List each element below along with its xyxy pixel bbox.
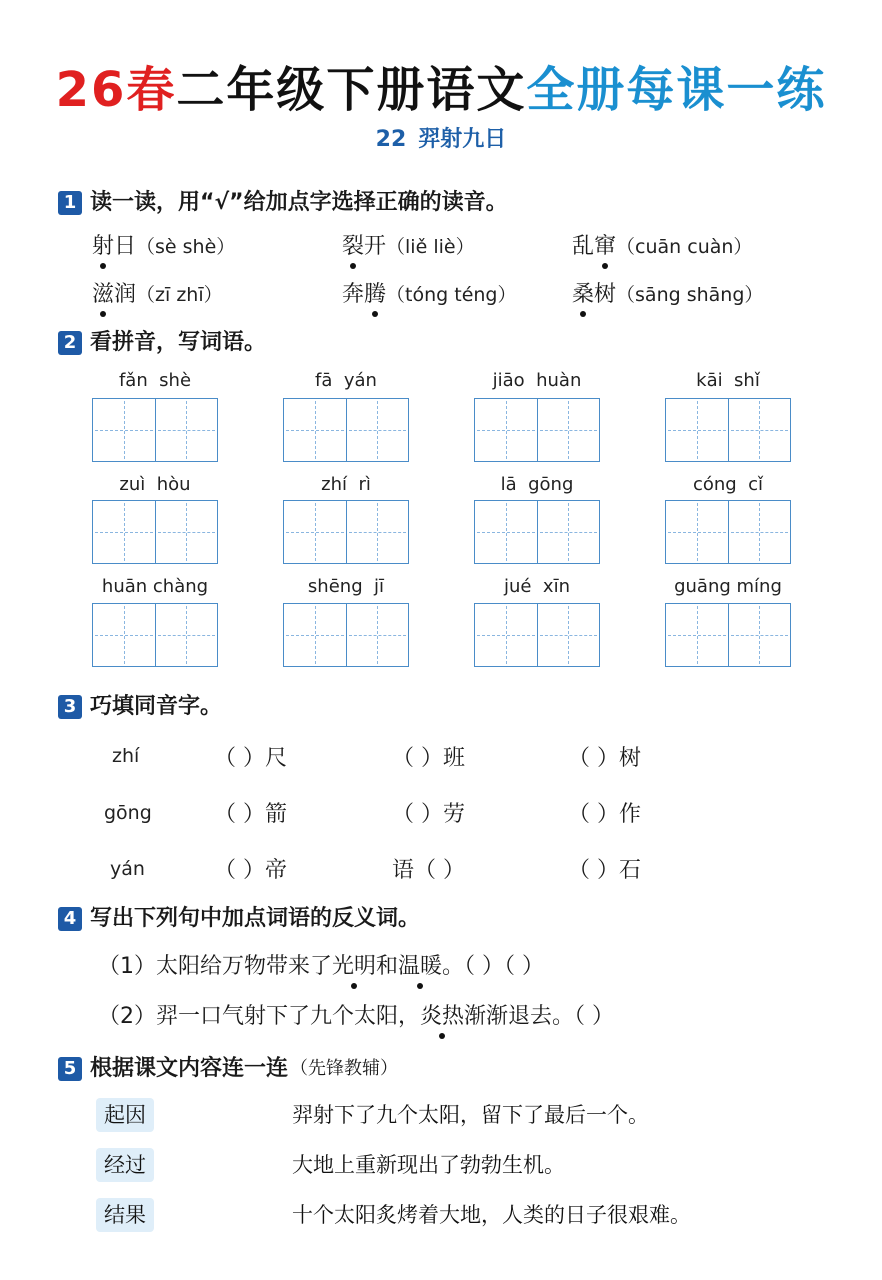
q1-item — [342, 232, 475, 262]
pinyin-options: （sāng shāng） — [616, 284, 764, 306]
question-number-badge: 1 — [58, 191, 82, 215]
sentence-text: （1）太阳给万物带来了 — [98, 954, 332, 979]
pinyin-label: zhí rì — [321, 474, 371, 495]
dotted-char: 桑 — [572, 280, 594, 310]
writing-grid[interactable] — [665, 398, 791, 462]
dotted-char: 滋 — [92, 280, 114, 310]
writing-grid[interactable] — [474, 500, 600, 564]
pinyin-label: jué xīn — [504, 576, 570, 597]
question-prompt: 看拼音，写词语。 — [90, 330, 267, 355]
dotted-char: 腾 — [364, 280, 386, 310]
writing-grid[interactable] — [283, 603, 409, 667]
dotted-word-text: 光明 — [332, 954, 377, 979]
fill-blank[interactable]: （ ）箭 — [214, 802, 287, 827]
writing-grid[interactable] — [474, 398, 600, 462]
word-rest: 润 — [114, 282, 137, 307]
fill-blank[interactable]: （ ）班 — [392, 746, 465, 771]
pinyin-options: （sè shè） — [136, 236, 236, 258]
pinyin-label: yán — [110, 858, 145, 880]
fill-blank[interactable]: （ ）石 — [568, 858, 641, 883]
pinyin-options: （liě liè） — [386, 236, 475, 258]
title-black: 二年级下册语文 — [176, 62, 527, 118]
word-rest: 乱 — [572, 234, 595, 259]
question-3-heading — [58, 692, 222, 722]
pinyin-label: cóng cǐ — [692, 474, 764, 495]
fill-blank[interactable]: （ ）帝 — [214, 858, 287, 883]
fill-blank[interactable]: （ ）尺 — [214, 746, 287, 771]
answer-blanks[interactable]: 。（ ）（ ） — [442, 954, 545, 979]
sentence-text: 和 — [376, 954, 399, 979]
sentence-2 — [98, 1002, 614, 1032]
pinyin-label: zhí — [112, 745, 140, 767]
dotted-char: 窜 — [594, 232, 616, 262]
match-sentence[interactable]: 大地上重新现出了勃勃生机。 — [292, 1153, 565, 1177]
writing-grid[interactable] — [283, 500, 409, 564]
writing-grid[interactable] — [283, 398, 409, 462]
fill-blank[interactable]: （ ）劳 — [392, 802, 465, 827]
word-rest: 奔 — [342, 282, 365, 307]
dotted-char: 裂 — [342, 232, 364, 262]
pinyin-label: guāng míng — [674, 576, 782, 597]
watermark-text: （先锋教辅） — [290, 1058, 399, 1079]
pinyin-label: gōng — [104, 802, 152, 824]
writing-grid[interactable] — [665, 500, 791, 564]
question-prompt: 根据课文内容连一连 — [90, 1056, 289, 1081]
question-5-heading — [58, 1054, 398, 1084]
match-tag-process[interactable]: 经过 — [96, 1148, 154, 1182]
fill-blank[interactable]: 语（ ） — [392, 858, 465, 883]
q1-item — [572, 280, 763, 310]
question-4-heading — [58, 904, 420, 934]
dotted-word-text: 温暖 — [398, 954, 443, 979]
dotted-word — [332, 952, 376, 982]
match-sentence[interactable]: 羿射下了九个太阳，留下了最后一个。 — [292, 1103, 649, 1127]
question-prompt: 写出下列句中加点词语的反义词。 — [90, 906, 421, 931]
question-number-badge: 2 — [58, 331, 82, 355]
question-number-badge: 5 — [58, 1057, 82, 1081]
writing-grid[interactable] — [92, 603, 218, 667]
pinyin-label: jiāo huàn — [492, 370, 582, 391]
q1-item — [92, 280, 223, 310]
word-rest: 日 — [114, 234, 137, 259]
pinyin-label: shēng jī — [307, 576, 385, 597]
pinyin-options: （tóng téng） — [386, 284, 517, 306]
dotted-char: 射 — [92, 232, 114, 262]
writing-grid[interactable] — [92, 500, 218, 564]
question-prompt: 读一读，用“√”给加点字选择正确的读音。 — [90, 190, 508, 215]
word-rest: 开 — [364, 234, 387, 259]
sentence-text: （2）羿一口气射下了九个太阳， — [98, 1004, 420, 1029]
match-tag-result[interactable]: 结果 — [96, 1198, 154, 1232]
fill-blank[interactable]: （ ）作 — [568, 802, 641, 827]
title-blue: 全册每课一练 — [526, 62, 827, 118]
dotted-word-text: 炎热 — [420, 1004, 465, 1029]
pinyin-label: zuì hòu — [119, 474, 191, 495]
answer-blanks[interactable]: 渐渐退去。（ ） — [464, 1004, 615, 1029]
lesson-number: 22 — [375, 127, 407, 152]
page-title — [0, 60, 882, 120]
q1-item — [92, 232, 235, 262]
q1-item — [342, 280, 517, 310]
pinyin-label: fā yán — [315, 370, 377, 391]
writing-grid[interactable] — [474, 603, 600, 667]
q1-item — [572, 232, 752, 262]
match-tag-cause[interactable]: 起因 — [96, 1098, 154, 1132]
question-1-heading — [58, 188, 508, 218]
question-prompt: 巧填同音字。 — [90, 694, 223, 719]
dotted-word — [398, 952, 442, 982]
question-2-heading — [58, 328, 266, 358]
sentence-1 — [98, 952, 544, 982]
word-rest: 树 — [594, 282, 617, 307]
pinyin-options: （cuān cuàn） — [616, 236, 753, 258]
pinyin-label: lā gōng — [500, 474, 574, 495]
pinyin-label: fǎn shè — [118, 370, 192, 391]
lesson-title — [0, 124, 882, 156]
dotted-word — [420, 1002, 464, 1032]
pinyin-label: kāi shǐ — [696, 370, 760, 391]
title-red: 26春 — [55, 62, 177, 118]
writing-grid[interactable] — [665, 603, 791, 667]
question-number-badge: 4 — [58, 907, 82, 931]
fill-blank[interactable]: （ ）树 — [568, 746, 641, 771]
question-number-badge: 3 — [58, 695, 82, 719]
lesson-name: 羿射九日 — [418, 127, 507, 152]
pinyin-options: （zī zhī） — [136, 284, 223, 306]
match-sentence[interactable]: 十个太阳炙烤着大地，人类的日子很艰难。 — [292, 1203, 691, 1227]
pinyin-label: huān chàng — [101, 576, 209, 597]
writing-grid[interactable] — [92, 398, 218, 462]
